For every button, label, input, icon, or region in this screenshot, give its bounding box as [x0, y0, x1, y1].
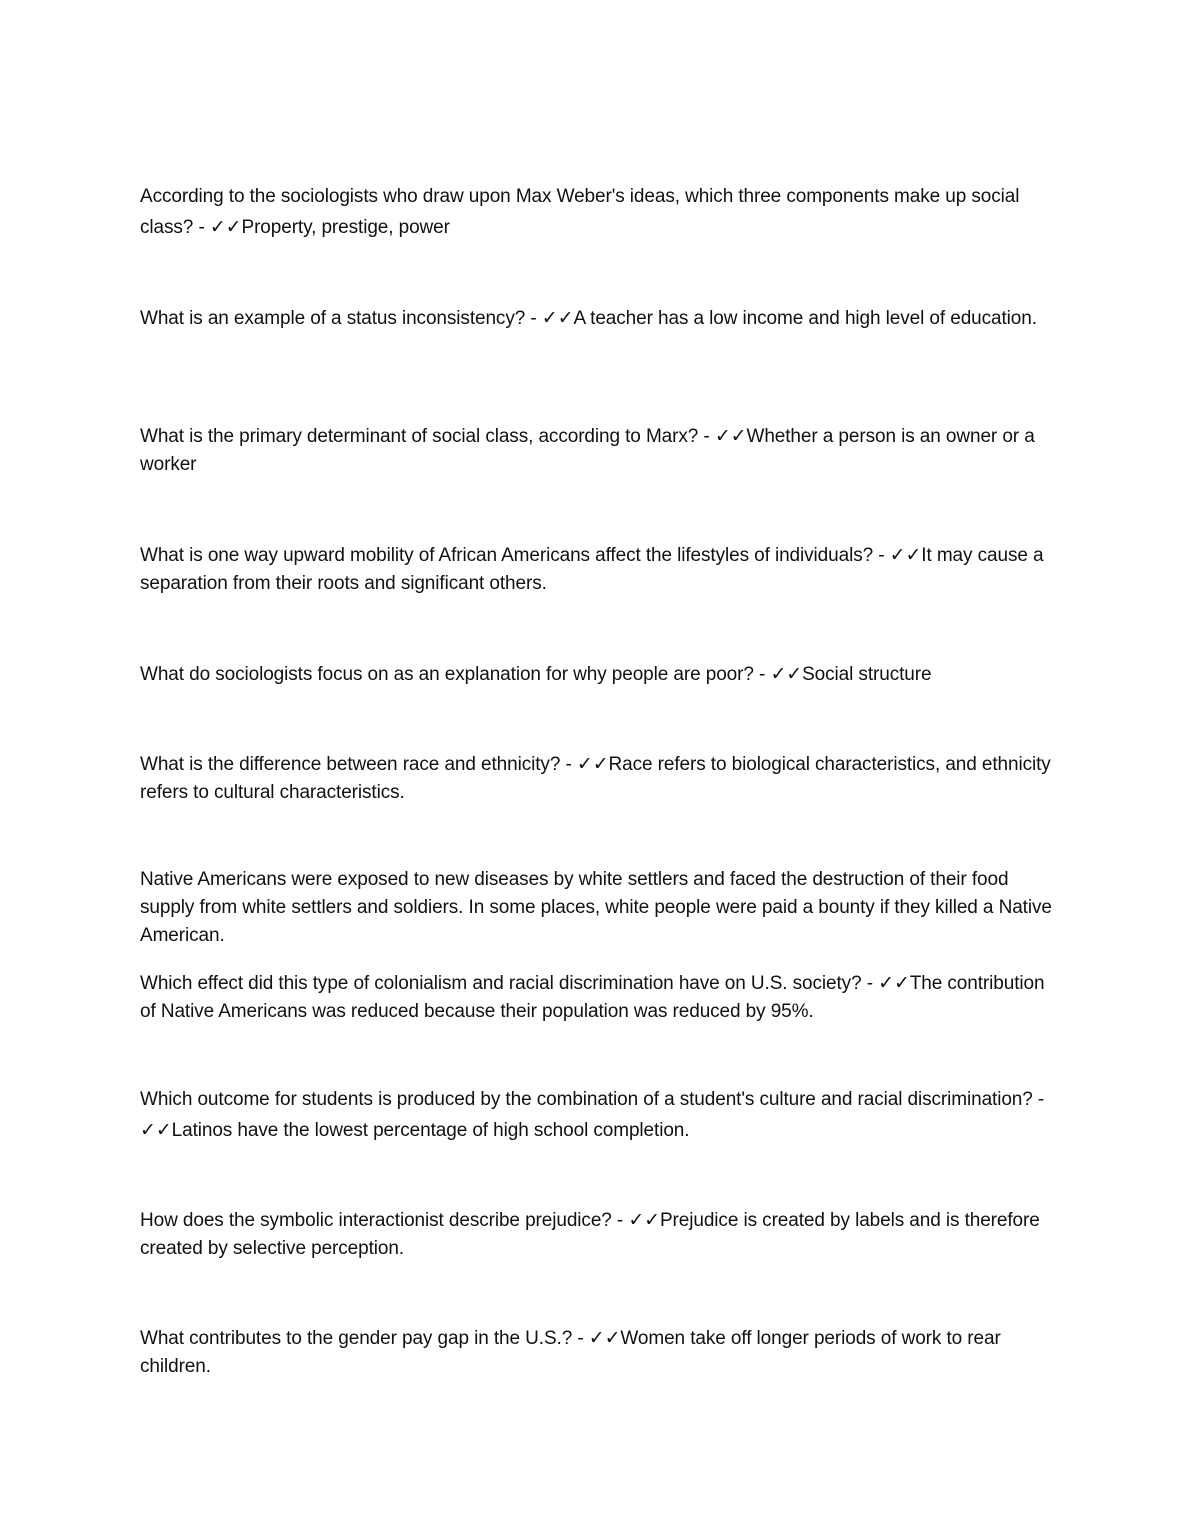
question-text: How does the symbolic interactionist describe prejudice? — [140, 1210, 612, 1231]
double-check-icon: ✓✓ — [576, 753, 609, 775]
answer-text: It may cause a separation from their roots and significant others. — [140, 545, 1044, 594]
double-check-icon: ✓✓ — [541, 307, 574, 329]
separator: - — [525, 308, 542, 329]
question-text: Which outcome for students is produced by the combination of a student's culture and racial discrimination? — [140, 1089, 1033, 1110]
answer-text: A teacher has a low income and high level of education. — [573, 308, 1037, 329]
separator: - — [698, 426, 715, 447]
answer-text: Whether a person is an owner or a worker — [140, 426, 1035, 475]
question-text: What do sociologists focus on as an explanation for why people are poor? — [140, 664, 754, 685]
double-check-icon: ✓✓ — [588, 1327, 621, 1349]
qa-item-2 — [140, 304, 1055, 333]
question-text: Which effect did this type of colonialism and racial discrimination have on U.S. society? — [140, 973, 862, 994]
qa-item-5 — [140, 660, 1055, 689]
separator: - — [611, 1210, 629, 1231]
context-paragraph: Native Americans were exposed to new diseases by white settlers and faced the destruction of their food supply from white settlers and soldiers. In some places, white people were paid a bounty if they killed a Native American. — [140, 869, 1052, 946]
answer-text: The contribution of Native Americans was reduced because their population was reduced by 95%. — [140, 973, 1045, 1022]
double-check-icon: ✓✓ — [714, 425, 747, 447]
separator: - — [861, 973, 879, 994]
question-text: What is the difference between race and ethnicity? — [140, 754, 561, 775]
separator: - — [572, 1328, 589, 1349]
separator: - — [873, 545, 890, 566]
answer-text: Social structure — [802, 664, 932, 685]
qa-item-6 — [140, 750, 1055, 807]
qa-item-1 — [140, 181, 1055, 243]
answer-text: Latinos have the lowest percentage of high school completion. — [171, 1120, 690, 1141]
qa-item-7 — [140, 969, 1055, 1026]
qa-item-10 — [140, 1324, 1055, 1381]
answer-text: Property, prestige, power — [241, 217, 450, 238]
double-check-icon: ✓✓ — [628, 1209, 660, 1231]
question-text: According to the sociologists who draw upon Max Weber's ideas, which three components make up social class? — [140, 186, 1020, 238]
double-check-icon: ✓✓ — [889, 544, 922, 566]
separator: - — [193, 217, 210, 238]
qa-item-4 — [140, 541, 1055, 598]
double-check-icon: ✓✓ — [770, 663, 803, 685]
separator: - — [560, 754, 577, 775]
separator: - — [753, 664, 771, 685]
separator: - — [1032, 1089, 1045, 1110]
question-text: What is the primary determinant of social class, according to Marx? — [140, 426, 699, 447]
double-check-icon: ✓✓ — [209, 216, 242, 238]
qa-item-8 — [140, 1084, 1055, 1146]
question-text: What is an example of a status inconsistency? — [140, 308, 526, 329]
qa-item-3 — [140, 422, 1055, 479]
answer-text: Women take off longer periods of work to rear children. — [140, 1328, 1001, 1377]
question-text: What is one way upward mobility of African Americans affect the lifestyles of individuals? — [140, 545, 874, 566]
question-text: What contributes to the gender pay gap in the U.S.? — [140, 1328, 573, 1349]
double-check-icon: ✓✓ — [140, 1119, 172, 1141]
qa-item-9 — [140, 1206, 1055, 1263]
answer-text: Prejudice is created by labels and is therefore created by selective perception. — [140, 1210, 1040, 1259]
double-check-icon: ✓✓ — [878, 972, 910, 994]
answer-text: Race refers to biological characteristics, and ethnicity refers to cultural characteristics. — [140, 754, 1051, 803]
